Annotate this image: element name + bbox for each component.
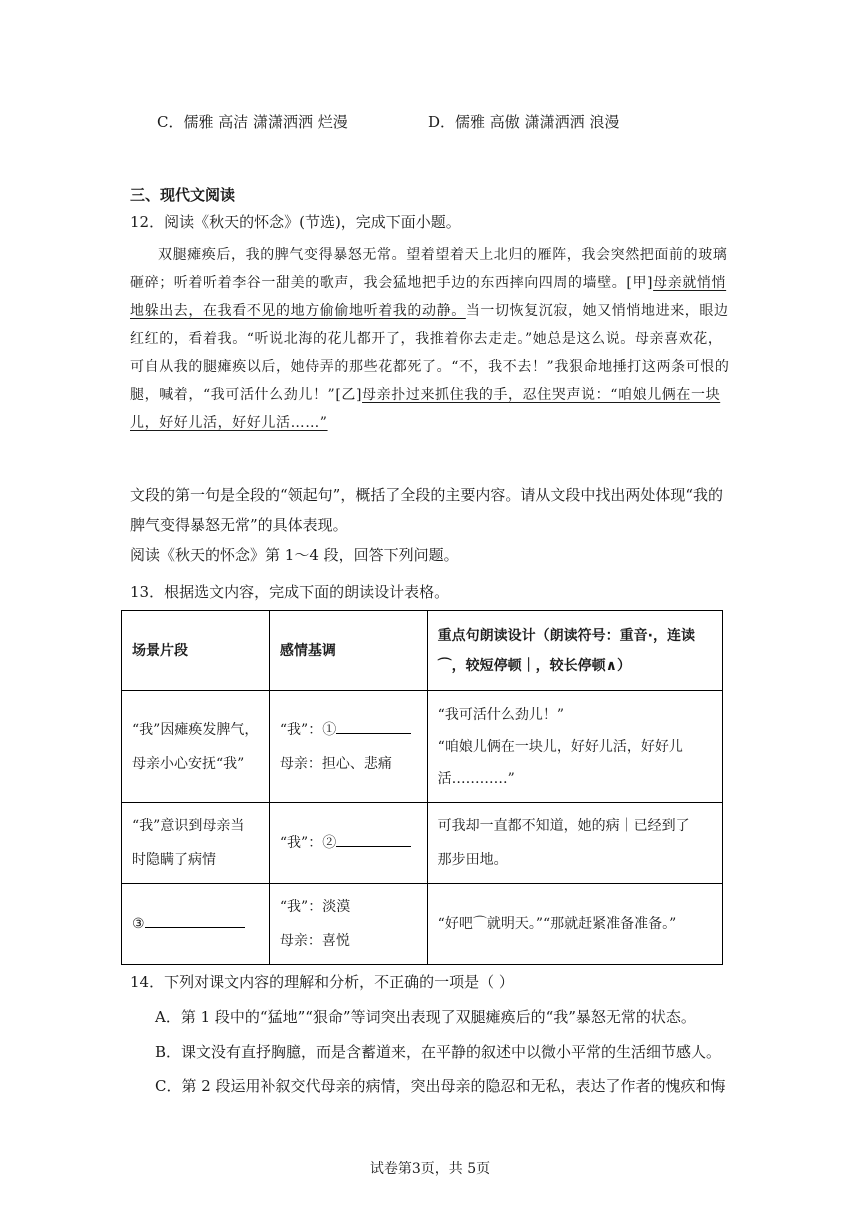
row1-scene-line2: 母亲小心安抚“我” <box>132 755 245 772</box>
option-c-top: C．儒雅 高洁 潇潇洒洒 烂漫 <box>157 113 348 131</box>
row1-design-line1: “我可活什么劲儿！” <box>437 706 564 723</box>
row1-emotion <box>269 691 427 803</box>
row3-design-line1: “好吧⌒就明天。”“那就赶紧准备准备。” <box>437 916 677 932</box>
row2-scene <box>122 803 270 884</box>
reading-design-table <box>121 610 723 965</box>
answer-blank-2[interactable] <box>336 832 411 847</box>
q14-option-c[interactable]: C．第 2 段运用补叙交代母亲的病情，突出母亲的隐忍和无私，表达了作者的愧疚和悔 <box>155 1077 726 1095</box>
header-design-line1: 重点句朗读设计（朗读符号：重音·，连读 <box>437 627 695 644</box>
table-row <box>122 691 723 803</box>
section-title: 三、现代文阅读 <box>130 186 236 204</box>
row2-scene-line1: “我”意识到母亲当 <box>132 818 245 834</box>
row3-scene <box>122 884 270 965</box>
q12-task-line2: 脾气变得暴怒无常”的具体表现。 <box>130 516 348 534</box>
row1-emotion-me-label: “我”：① <box>279 721 337 738</box>
passage-text-1: 双腿瘫痪后，我的脾气变得暴怒无常。望着望着天上北归的雁阵，我会突然把面前的玻璃砸碎；听着听着李谷一甜美的歌声，我会猛地把手边的东西摔向四周的墙壁。[甲] <box>130 247 728 291</box>
row1-emotion-me <box>280 713 417 747</box>
passage-underline-yi: 母亲扑过来抓住我的手，忍住哭声说：“咱娘儿俩在一块儿，好好儿活，好好儿活……” <box>130 387 721 431</box>
header-design-line2: ⌒，较短停顿｜，较长停顿∧） <box>437 657 632 674</box>
answer-blank-1[interactable] <box>336 719 411 734</box>
row1-design-line3: 活…………” <box>437 770 515 787</box>
row2-design-line1: 可我却一直都不知道，她的病｜已经到了 <box>437 818 690 834</box>
passage-text-2: 当一切恢复沉寂，她又悄悄地进来，眼边红红的，看着我。“听说北海的花儿都开了，我推着你去走走。”她总是这么说。母亲喜欢花，可自从我的腿瘫痪以后，她侍弄的那些花都死了。“不，我不去！”我狠命地捶打这两条可恨的腿，喊着，“我可活什么劲儿！”[乙] <box>130 303 730 403</box>
row2-emotion <box>269 803 427 884</box>
answer-blank-3[interactable] <box>145 913 245 928</box>
q12-stem: 12．阅读《秋天的怀念》(节选)，完成下面小题。 <box>130 213 461 231</box>
row1-emotion-mother: 母亲：担心、悲痛 <box>279 755 392 772</box>
q12-instruction: 阅读《秋天的怀念》第 1～4 段，回答下列问题。 <box>130 546 459 564</box>
passage-underline-jia: 母亲就悄悄地躲出去，在我看不见的地方偷偷地听着我的动静。 <box>130 275 727 319</box>
row3-design <box>427 884 722 965</box>
q14-option-b[interactable]: B．课文没有直抒胸臆，而是含蓄道来，在平静的叙述中以微小平常的生活细节感人。 <box>155 1043 722 1061</box>
row1-scene <box>122 691 270 803</box>
q14-stem: 14．下列对课文内容的理解和分析，不正确的一项是（ ） <box>130 973 514 991</box>
table-row <box>122 803 723 884</box>
row1-scene-line1: “我”因瘫痪发脾气， <box>132 721 259 738</box>
row2-scene-line2: 时隐瞒了病情 <box>132 852 216 868</box>
row2-design-line2: 那步田地。 <box>437 852 508 868</box>
table-header-row <box>122 611 723 691</box>
row3-emotion-me: “我”：淡漠 <box>279 899 351 915</box>
q14-option-a[interactable]: A．第 1 段中的“猛地”“狠命”等词突出表现了双腿瘫痪后的“我”暴怒无常的状态。 <box>155 1008 696 1026</box>
q12-task <box>130 480 730 570</box>
row2-emotion-me-label: “我”：② <box>279 835 337 851</box>
row3-emotion <box>269 884 427 965</box>
header-emotion: 感情基调 <box>269 611 427 691</box>
q12-passage <box>130 241 730 437</box>
row2-design <box>427 803 722 884</box>
option-d-top: D．儒雅 高傲 潇潇洒洒 浪漫 <box>428 113 620 131</box>
row1-design <box>427 691 722 803</box>
page-footer: 试卷第3页，共 5页 <box>369 1161 491 1177</box>
header-design <box>427 611 722 691</box>
q12-task-line1: 文段的第一句是全段的“领起句”，概括了全段的主要内容。请从文段中找出两处体现“我的 <box>130 486 724 504</box>
row3-scene-label: ③ <box>132 916 145 932</box>
row3-emotion-mother: 母亲：喜悦 <box>279 933 350 949</box>
header-scene: 场景片段 <box>122 611 270 691</box>
q13-stem: 13．根据选文内容，完成下面的朗读设计表格。 <box>130 583 450 601</box>
row1-design-line2: “咱娘儿俩在一块儿，好好儿活，好好儿 <box>437 738 683 755</box>
table-row <box>122 884 723 965</box>
